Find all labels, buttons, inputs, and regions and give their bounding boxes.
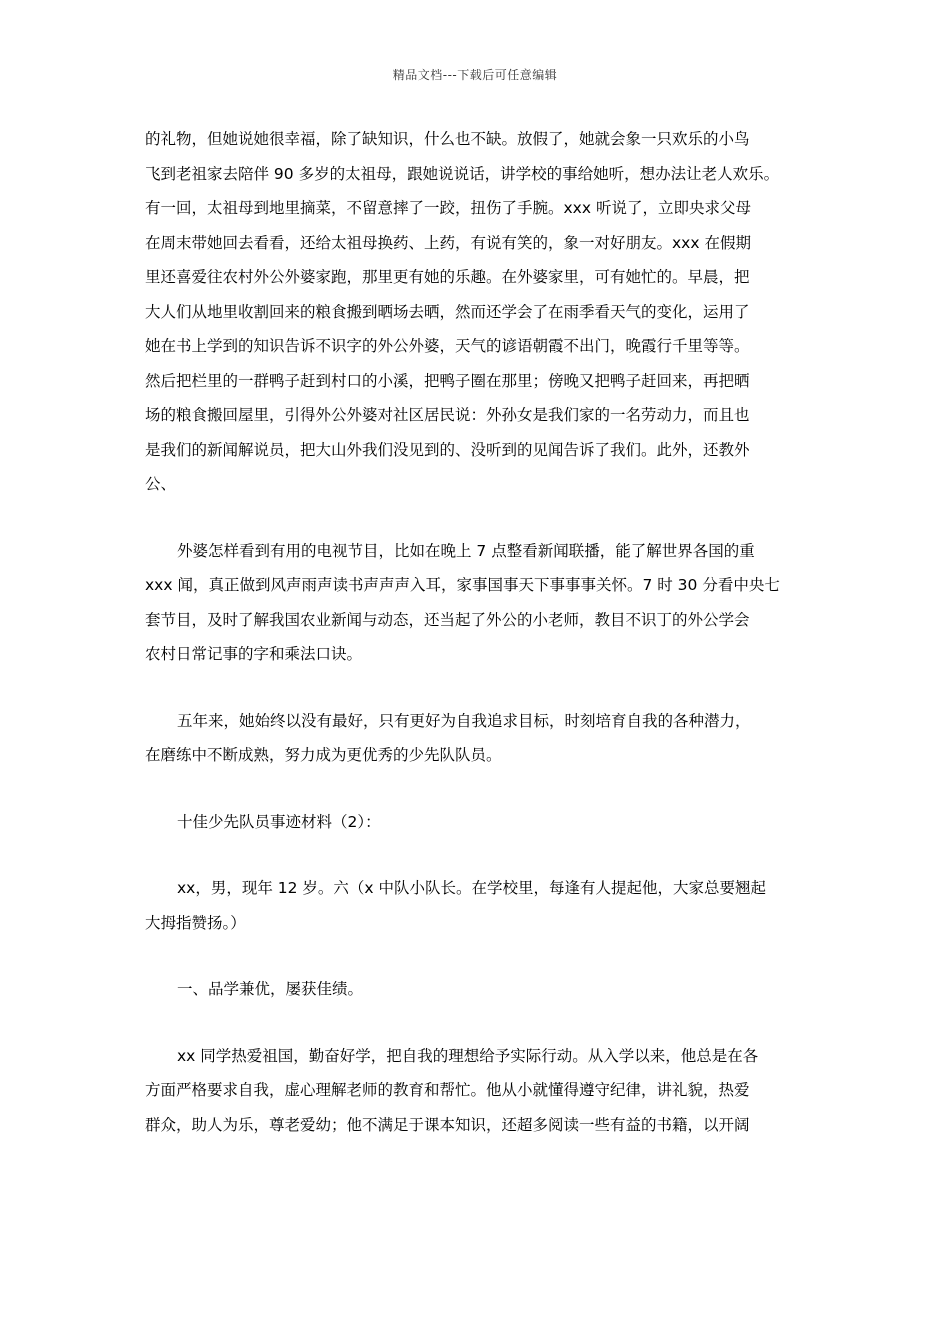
text-line: 公、 <box>145 475 177 493</box>
paragraph-gap <box>145 839 810 871</box>
section-title <box>145 805 810 840</box>
text-line: 外婆怎样看到有用的电视节目，比如在晚上 7 点整看新闻联播，能了解世界各国的重 <box>177 541 755 560</box>
text-line: 然后把栏里的一群鸭子赶到村口的小溪，把鸭子圈在那里；傍晚又把鸭子赶回来，再把晒 <box>145 371 750 390</box>
paragraph-gap <box>145 502 810 534</box>
paragraph-2 <box>145 534 810 672</box>
text-line: 十佳少先队员事迹材料（2）： <box>177 812 381 831</box>
text-line: xx 同学热爱祖国，勤奋好学，把自我的理想给予实际行动。从入学以来，他总是在各 <box>177 1046 759 1065</box>
document-body <box>145 122 810 1142</box>
paragraph-gap <box>145 1007 810 1039</box>
paragraph-gap <box>145 773 810 805</box>
text-line: 群众，助人为乐，尊老爱幼；他不满足于课本知识，还超多阅读一些有益的书籍，以开阔 <box>145 1115 750 1134</box>
text-line: 大人们从地里收割回来的粮食搬到晒场去晒，然而还学会了在雨季看天气的变化，运用了 <box>145 302 750 321</box>
paragraph-gap <box>145 940 810 972</box>
text-line: 农村日常记事的字和乘法口诀。 <box>145 645 363 663</box>
text-line: 在周末带她回去看看，还给太祖母换药、上药，有说有笑的，象一对好朋友。xxx 在假期 <box>145 233 751 252</box>
paragraph-gap <box>145 672 810 704</box>
text-line: 有一回，太祖母到地里摘菜，不留意摔了一跤，扭伤了手腕。xxx 听说了，立即央求父母 <box>145 199 751 217</box>
text-line: xxx 闻，真正做到风声雨声读书声声声入耳，家事国事天下事事事关怀。7 时 30 分看中央七 <box>145 576 780 594</box>
paragraph-1 <box>145 122 810 502</box>
text-line: 飞到老祖家去陪伴 90 多岁的太祖母，跟她说说话，讲学校的事给她听，想办法让老人欢乐。 <box>145 164 780 183</box>
paragraph-7 <box>145 1039 810 1143</box>
text-line: 是我们的新闻解说员，把大山外我们没见到的、没听到的见闻告诉了我们。此外，还教外 <box>145 440 750 459</box>
paragraph-3 <box>145 704 810 773</box>
subsection-heading <box>145 972 810 1007</box>
page-header: 精品文档---下载后可任意编辑 <box>392 68 558 82</box>
paragraph-5 <box>145 871 810 940</box>
text-line: 方面严格要求自我，虚心理解老师的教育和帮忙。他从小就懂得遵守纪律，讲礼貌，热爱 <box>145 1081 750 1099</box>
text-line: 套节目，及时了解我国农业新闻与动态，还当起了外公的小老师，教目不识丁的外公学会 <box>145 610 750 629</box>
text-line: xx，男，现年 12 岁。六（x 中队小队长。在学校里，每逢有人提起他，大家总要翘起 <box>177 879 767 897</box>
text-line: 场的粮食搬回屋里，引得外公外婆对社区居民说：外孙女是我们家的一名劳动力，而且也 <box>145 406 750 424</box>
text-line: 大拇指赞扬。） <box>145 913 246 932</box>
text-line: 的礼物，但她说她很幸福，除了缺知识，什么也不缺。放假了，她就会象一只欢乐的小鸟 <box>145 130 750 148</box>
text-line: 五年来，她始终以没有最好，只有更好为自我追求目标，时刻培育自我的各种潜力， <box>177 711 751 730</box>
text-line: 在磨练中不断成熟，努力成为更优秀的少先队队员。 <box>145 746 502 764</box>
text-line: 里还喜爱往农村外公外婆家跑，那里更有她的乐趣。在外婆家里，可有她忙的。早晨，把 <box>145 268 750 286</box>
text-line: 一、品学兼优，屡获佳绩。 <box>177 980 364 998</box>
text-line: 她在书上学到的知识告诉不识字的外公外婆，天气的谚语朝霞不出门，晚霞行千里等等。 <box>145 337 750 355</box>
